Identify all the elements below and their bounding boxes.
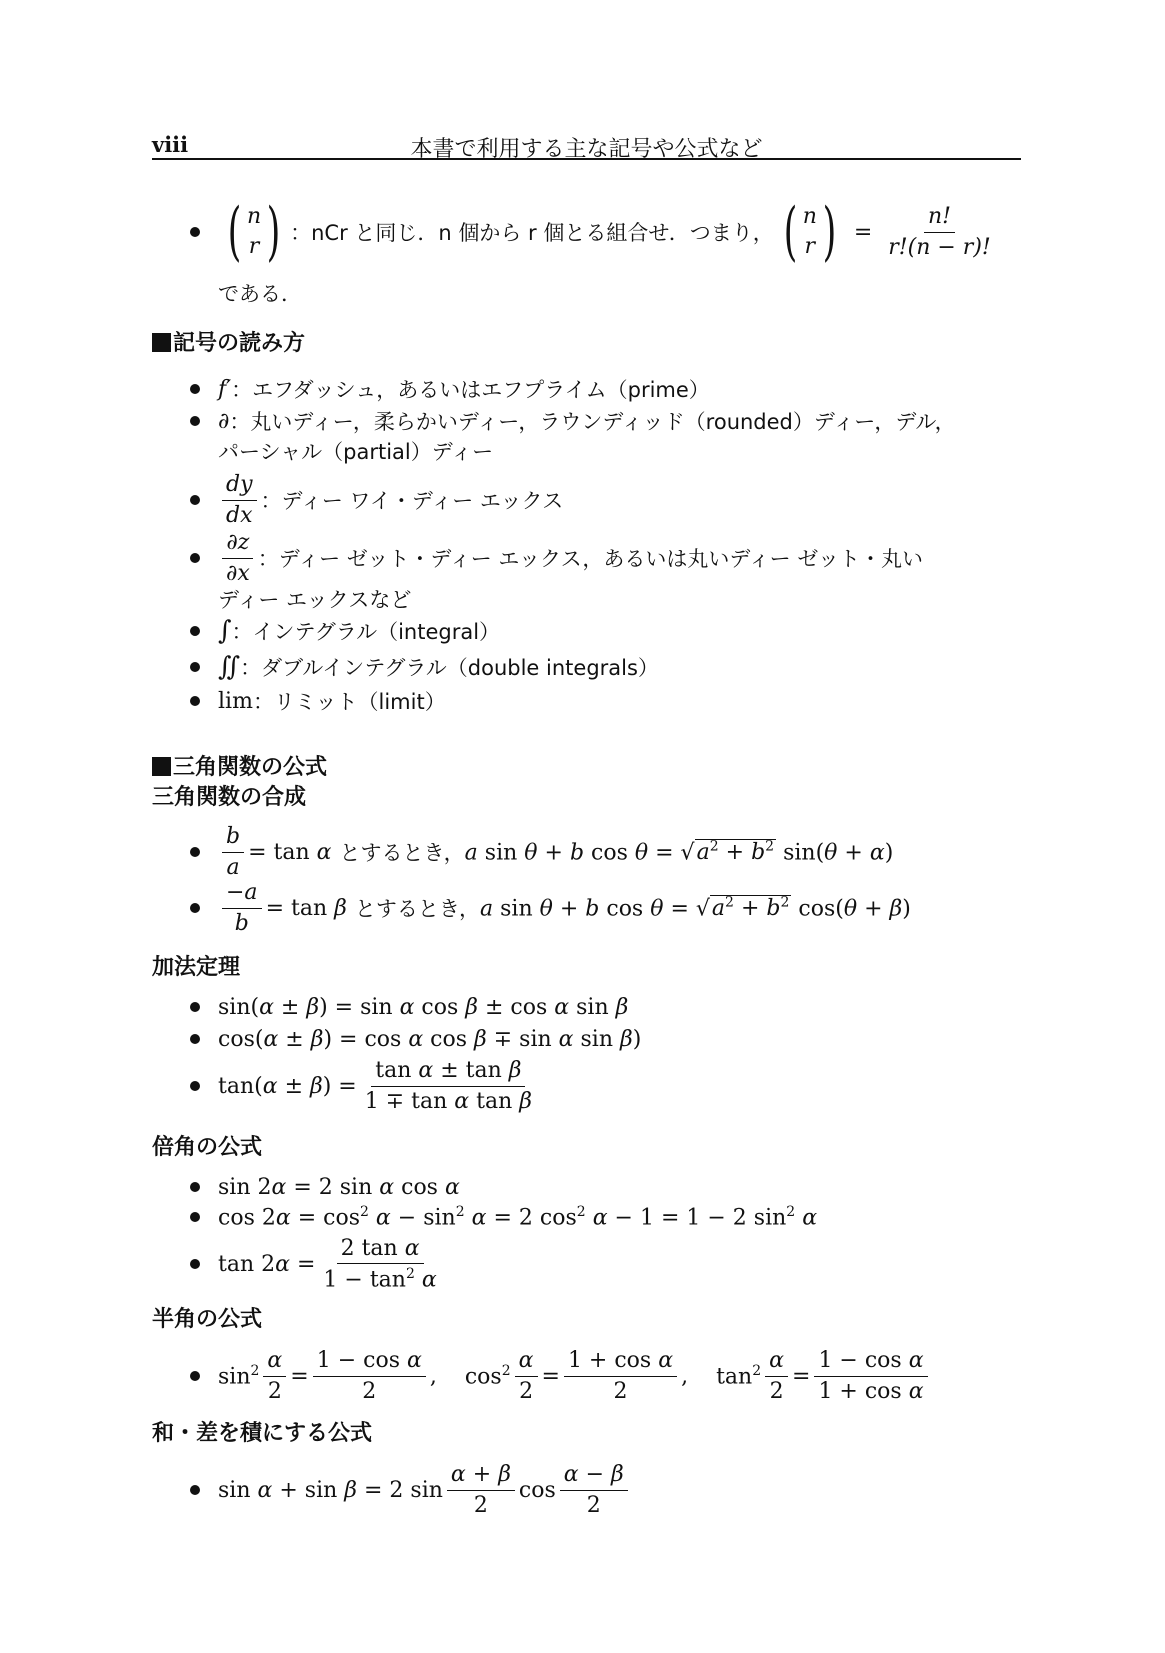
reading-partial: ∂ ：丸いディー，柔らかいディー，ラウンディッド（rounded）ディー，デル， — [190, 404, 956, 438]
synthesis-formula-2: $\frac{-a}{b}$ = tan β とするとき， a sin θ + b $\cos \theta = √a^2 + b^2$ cos(θ + β) — [190, 872, 911, 944]
half-angle-formulas: $\sin^2$ $\frac{\alpha}{2}$ = $\frac{\text{1 − cos α}}{2}$ , $\cos^2$ $\frac{\alpha}{2}$ = $\frac{\text{1 + cos α}}{2}$ , $\tan^2$ $\frac{\alpha}{2}$ = $\frac{\text{1 − cos α}}{\text{1 + cos α}}$ — [190, 1340, 932, 1412]
reading-partial-continued: パーシャル（partial）ディー — [218, 440, 494, 464]
section-heading-trig: 三角関数の公式 — [152, 750, 327, 781]
subheading-synthesis: 三角関数の合成 — [152, 785, 307, 810]
addition-cos: cos(α ± β) = cos α cos β ∓ sin α sin β) — [190, 1022, 641, 1056]
subheading-double-angle: 倍角の公式 — [152, 1135, 263, 1160]
section-heading-symbols: 記号の読み方 — [152, 326, 305, 357]
square-marker-icon — [152, 757, 171, 776]
reading-lim: lim ：リミット（limit） — [190, 684, 446, 718]
binomial-symbol-2: ( n r ) — [783, 195, 837, 269]
double-sin: sin 2α = 2 sin α cos α — [190, 1170, 460, 1204]
double-tan: tan 2α = $\frac{\text{2 tan α}}{1 - \tan^2 \alpha}$ — [190, 1228, 445, 1300]
binomial-description: ：nCr と同じ．n 個から r 個とる組合せ．つまり， — [290, 221, 774, 245]
bullet — [190, 227, 200, 237]
subheading-addition: 加法定理 — [152, 955, 241, 980]
synthesis-formula-1: $\frac{b}{a}$ = tan α とするとき， a sin θ + b $\cos \theta = √a^2 + b^2$ sin(θ + α) — [190, 816, 893, 888]
subheading-half-angle: 半角の公式 — [152, 1307, 263, 1332]
sum-to-product-sin: sin α + sin β = 2 sin $\frac{\alpha + \beta}{2}$ cos $\frac{\alpha - \beta}{2}$ — [190, 1454, 632, 1526]
reading-integral: ∫ ：インテグラル（integral） — [190, 614, 500, 648]
double-cos: $\cos 2\alpha = \cos^2 \alpha - \sin^2 \alpha = 2$ $\cos^2 \alpha - 1 = 1 - 2$ $\sin^2 \alpha$ — [190, 1200, 817, 1234]
square-marker-icon — [152, 333, 171, 352]
reading-dzdx: $\frac{\partial z}{\partial x}$ ：ディー ゼット・ディー エックス，あるいは丸いディー ゼット・丸い — [190, 522, 923, 594]
reading-dydx: $\frac{dy}{dx}$ ：ディー ワイ・ディー エックス — [190, 464, 563, 536]
page-header — [152, 124, 1021, 160]
addition-sin: sin(α ± β) = sin α cos β ± cos α sin β — [190, 990, 628, 1024]
reading-prime: f′ ：エフダッシュ，あるいはエフプライム（prime） — [190, 372, 710, 406]
binomial-formula: $\frac{n!}{r!(n - r)!}$ — [888, 204, 991, 260]
running-title: 本書で利用する主な記号や公式など — [410, 137, 763, 162]
binomial-symbol: ( n r ) — [227, 195, 281, 269]
binomial-tail: である． — [218, 282, 302, 306]
subheading-sum-to-product: 和・差を積にする公式 — [152, 1421, 373, 1446]
binomial-item: ( n r ) ：nCr と同じ．n 個から r 個とる組合せ．つまり， ( n r ) = $\frac{n!}{r!(n - r)!}$ — [190, 196, 999, 268]
page-number: viii — [152, 132, 189, 157]
addition-tan: tan(α ± β) = $\frac{\text{tan α ± tan β}}{\text{1 ∓ tan α tan β}}$ — [190, 1050, 540, 1122]
reading-double-integral: ∬ ：ダブルインテグラル（double integrals） — [190, 650, 659, 684]
reading-dzdx-continued: ディー エックスなど — [218, 588, 412, 612]
